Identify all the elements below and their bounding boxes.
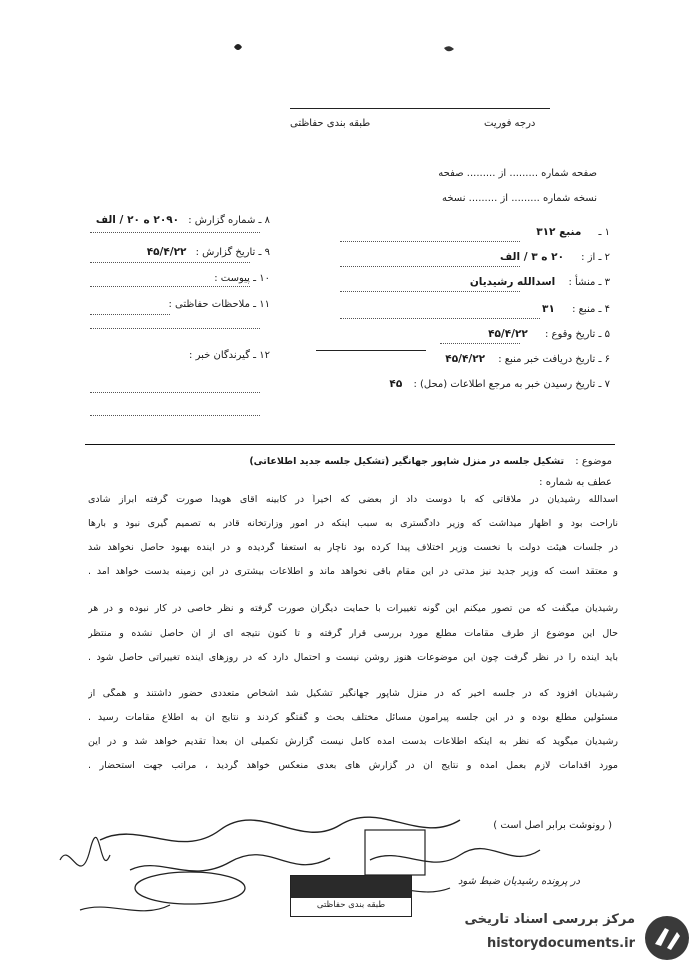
body-line-2: ناراحت بود و اظهار میداشت که وزیر دادگستری به سبب اینکه در امور وزارتخانه قادر به تصمیم گیری نبود و بارها bbox=[88, 518, 618, 529]
archive-logo-icon bbox=[643, 914, 691, 962]
header-rule bbox=[290, 108, 550, 109]
reference-label: عطف به شماره : bbox=[539, 477, 612, 488]
field-3 bbox=[470, 276, 610, 288]
priority-label: درجه فوریت bbox=[484, 118, 536, 129]
field-1-value: منبع ۳۱۲ bbox=[536, 226, 582, 238]
leader bbox=[340, 266, 520, 267]
field-5-value: ۴۵/۴/۲۲ bbox=[488, 328, 528, 340]
field-2 bbox=[500, 251, 610, 263]
body-line-4: و معتقد است که وزیر جدید نیز مدتی در این مقام باقی نخواهد ماند و اطلاعات بیشتری در این زمینه بدست خواهد آمد . bbox=[88, 566, 618, 577]
classification-stamp bbox=[290, 875, 412, 917]
top-mark-left bbox=[232, 38, 242, 48]
subject-row bbox=[249, 456, 612, 467]
field-11 bbox=[168, 299, 270, 310]
leader bbox=[440, 343, 520, 344]
leader bbox=[90, 232, 260, 233]
field-6-value: ۴۵/۴/۲۲ bbox=[445, 353, 486, 365]
section-divider bbox=[85, 444, 615, 445]
handwritten-note: در پرونده رشیدیان ضبط شود bbox=[457, 876, 580, 887]
subject-label: موضوع : bbox=[575, 456, 612, 467]
field-12 bbox=[189, 350, 270, 361]
page-number-line: صفحه شماره ......... از ......... صفحه bbox=[438, 168, 597, 179]
body-line-7: باید آینده را در نظر گرفت چون این موضوعات هنوز روشن نیست و احتمال دارد که در روزهای آینده تغییراتی حاصل شود . bbox=[88, 652, 618, 663]
body-line-5: رشیدیان میگفت که من تصور میکنم این گونه تغییرات با حمایت دیگران صورت گرفته و نظر خاصی در کار نبوده و در هر bbox=[88, 603, 618, 614]
field-4 bbox=[542, 303, 610, 315]
watermark bbox=[440, 912, 695, 964]
stamp-text: طبقه بندی حفاظتی bbox=[316, 900, 386, 910]
copy-number-line: نسخه شماره ......... از ......... نسخه bbox=[441, 193, 597, 204]
field-5-label: ۵ ـ تاریخ وقوع : bbox=[544, 329, 610, 340]
field-8-value: ۲۰۹۰ ه ۲۰ / الف bbox=[95, 214, 180, 226]
leader bbox=[90, 262, 250, 263]
field-5 bbox=[488, 328, 610, 340]
leader bbox=[90, 286, 250, 287]
watermark-url: historydocuments.ir bbox=[486, 936, 635, 951]
field-7 bbox=[389, 378, 610, 390]
field-10 bbox=[214, 273, 270, 284]
field-8-label: ۸ ـ شماره گزارش : bbox=[188, 215, 270, 226]
body-line-6: حال این موضوع از طرف مقامات مطلع مورد بررسی قرار گرفته و تا کنون نتیجه ای از آن حاصل نشده و منتظر bbox=[88, 628, 618, 639]
field-12-label: ۱۲ ـ گیرندگان خبر : bbox=[189, 350, 270, 361]
leader bbox=[90, 415, 260, 416]
leader bbox=[90, 314, 170, 315]
leader bbox=[90, 328, 260, 329]
field-7-value: ۴۵ bbox=[389, 378, 403, 390]
body-line-11: مورد اقدامات لازم بعمل آمده و نتایج آن در گزارش های بعدی منعکس خواهد گردید ، مراتب جهت استحضار . bbox=[88, 760, 618, 771]
field-4-label: ۴ ـ منبع : bbox=[572, 304, 610, 315]
body-line-8: رشیدیان افزود که در جلسه اخیر که در منزل شاپور جهانگیر تشکیل شد اشخاص متعددی حضور داشتند و همگی از bbox=[88, 688, 618, 699]
leader bbox=[340, 291, 520, 292]
classification-label: طبقه بندی حفاظتی bbox=[290, 118, 371, 129]
field-9-label: ۹ ـ تاریخ گزارش : bbox=[195, 247, 270, 258]
field-3-label: ۳ ـ منشأ : bbox=[568, 277, 610, 288]
field-9 bbox=[147, 246, 270, 258]
field-2-label: ۲ ـ از : bbox=[581, 252, 610, 263]
field-11-label: ۱۱ ـ ملاحظات حفاظتی : bbox=[168, 299, 270, 310]
body-line-3: در جلسات هیئت دولت با نخست وزیر اختلاف پیدا کرده بود ناچار به استعفا گردیده و در آینده بهبود حاصل نخواهد شد bbox=[88, 542, 618, 553]
field-8 bbox=[96, 214, 270, 226]
leader bbox=[90, 392, 260, 393]
leader bbox=[340, 318, 540, 319]
body-line-10: رشیدیان میگوید که نظر به اینکه اطلاعات بدست آمده کامل نیست گزارش تکمیلی آن بعداً تقدیم خواهد شد و در این bbox=[88, 736, 618, 747]
field-4-value: ۳۱ bbox=[542, 303, 555, 315]
body-line-9: مسئولین مطلع بوده و در این جلسه پیرامون مسائل مختلف بحث و گفتگو کردند و نتایج آن به اطلاع مقامات رسید . bbox=[88, 712, 618, 723]
field-6-label: ۶ ـ تاریخ دریافت خبر منبع : bbox=[498, 354, 610, 365]
field-6 bbox=[445, 353, 610, 365]
field-3-value: اسدالله رشیدیان bbox=[469, 276, 556, 288]
field-1-label: ۱ ـ bbox=[598, 227, 610, 238]
field-1 bbox=[536, 226, 610, 238]
field-10-label: ۱۰ ـ پیوست : bbox=[214, 273, 270, 284]
field-2-value: ۲۰ ه ۳ / الف bbox=[500, 251, 564, 263]
body-line-1: اسدالله رشیدیان در ملاقاتی که با دوست داد از بعضی که اخیراً در کابینه آقای هویدا صورت گرفته ابراز شادی bbox=[88, 494, 618, 505]
leader bbox=[340, 241, 520, 242]
box-line bbox=[316, 350, 426, 351]
closing-note: ( رونوشت برابر اصل است ) bbox=[493, 820, 612, 831]
field-7-label: ۷ ـ تاریخ رسیدن خبر به مرجع اطلاعات (محل) : bbox=[413, 379, 610, 390]
watermark-title: مرکز بررسی اسناد تاریخی bbox=[464, 912, 635, 927]
top-mark-right bbox=[443, 40, 453, 50]
field-9-value: ۴۵/۴/۲۲ bbox=[146, 246, 187, 258]
subject-value: تشکیل جلسه در منزل شاپور جهانگیر (تشکیل جلسه جدید اطلاعاتی) bbox=[249, 456, 565, 467]
